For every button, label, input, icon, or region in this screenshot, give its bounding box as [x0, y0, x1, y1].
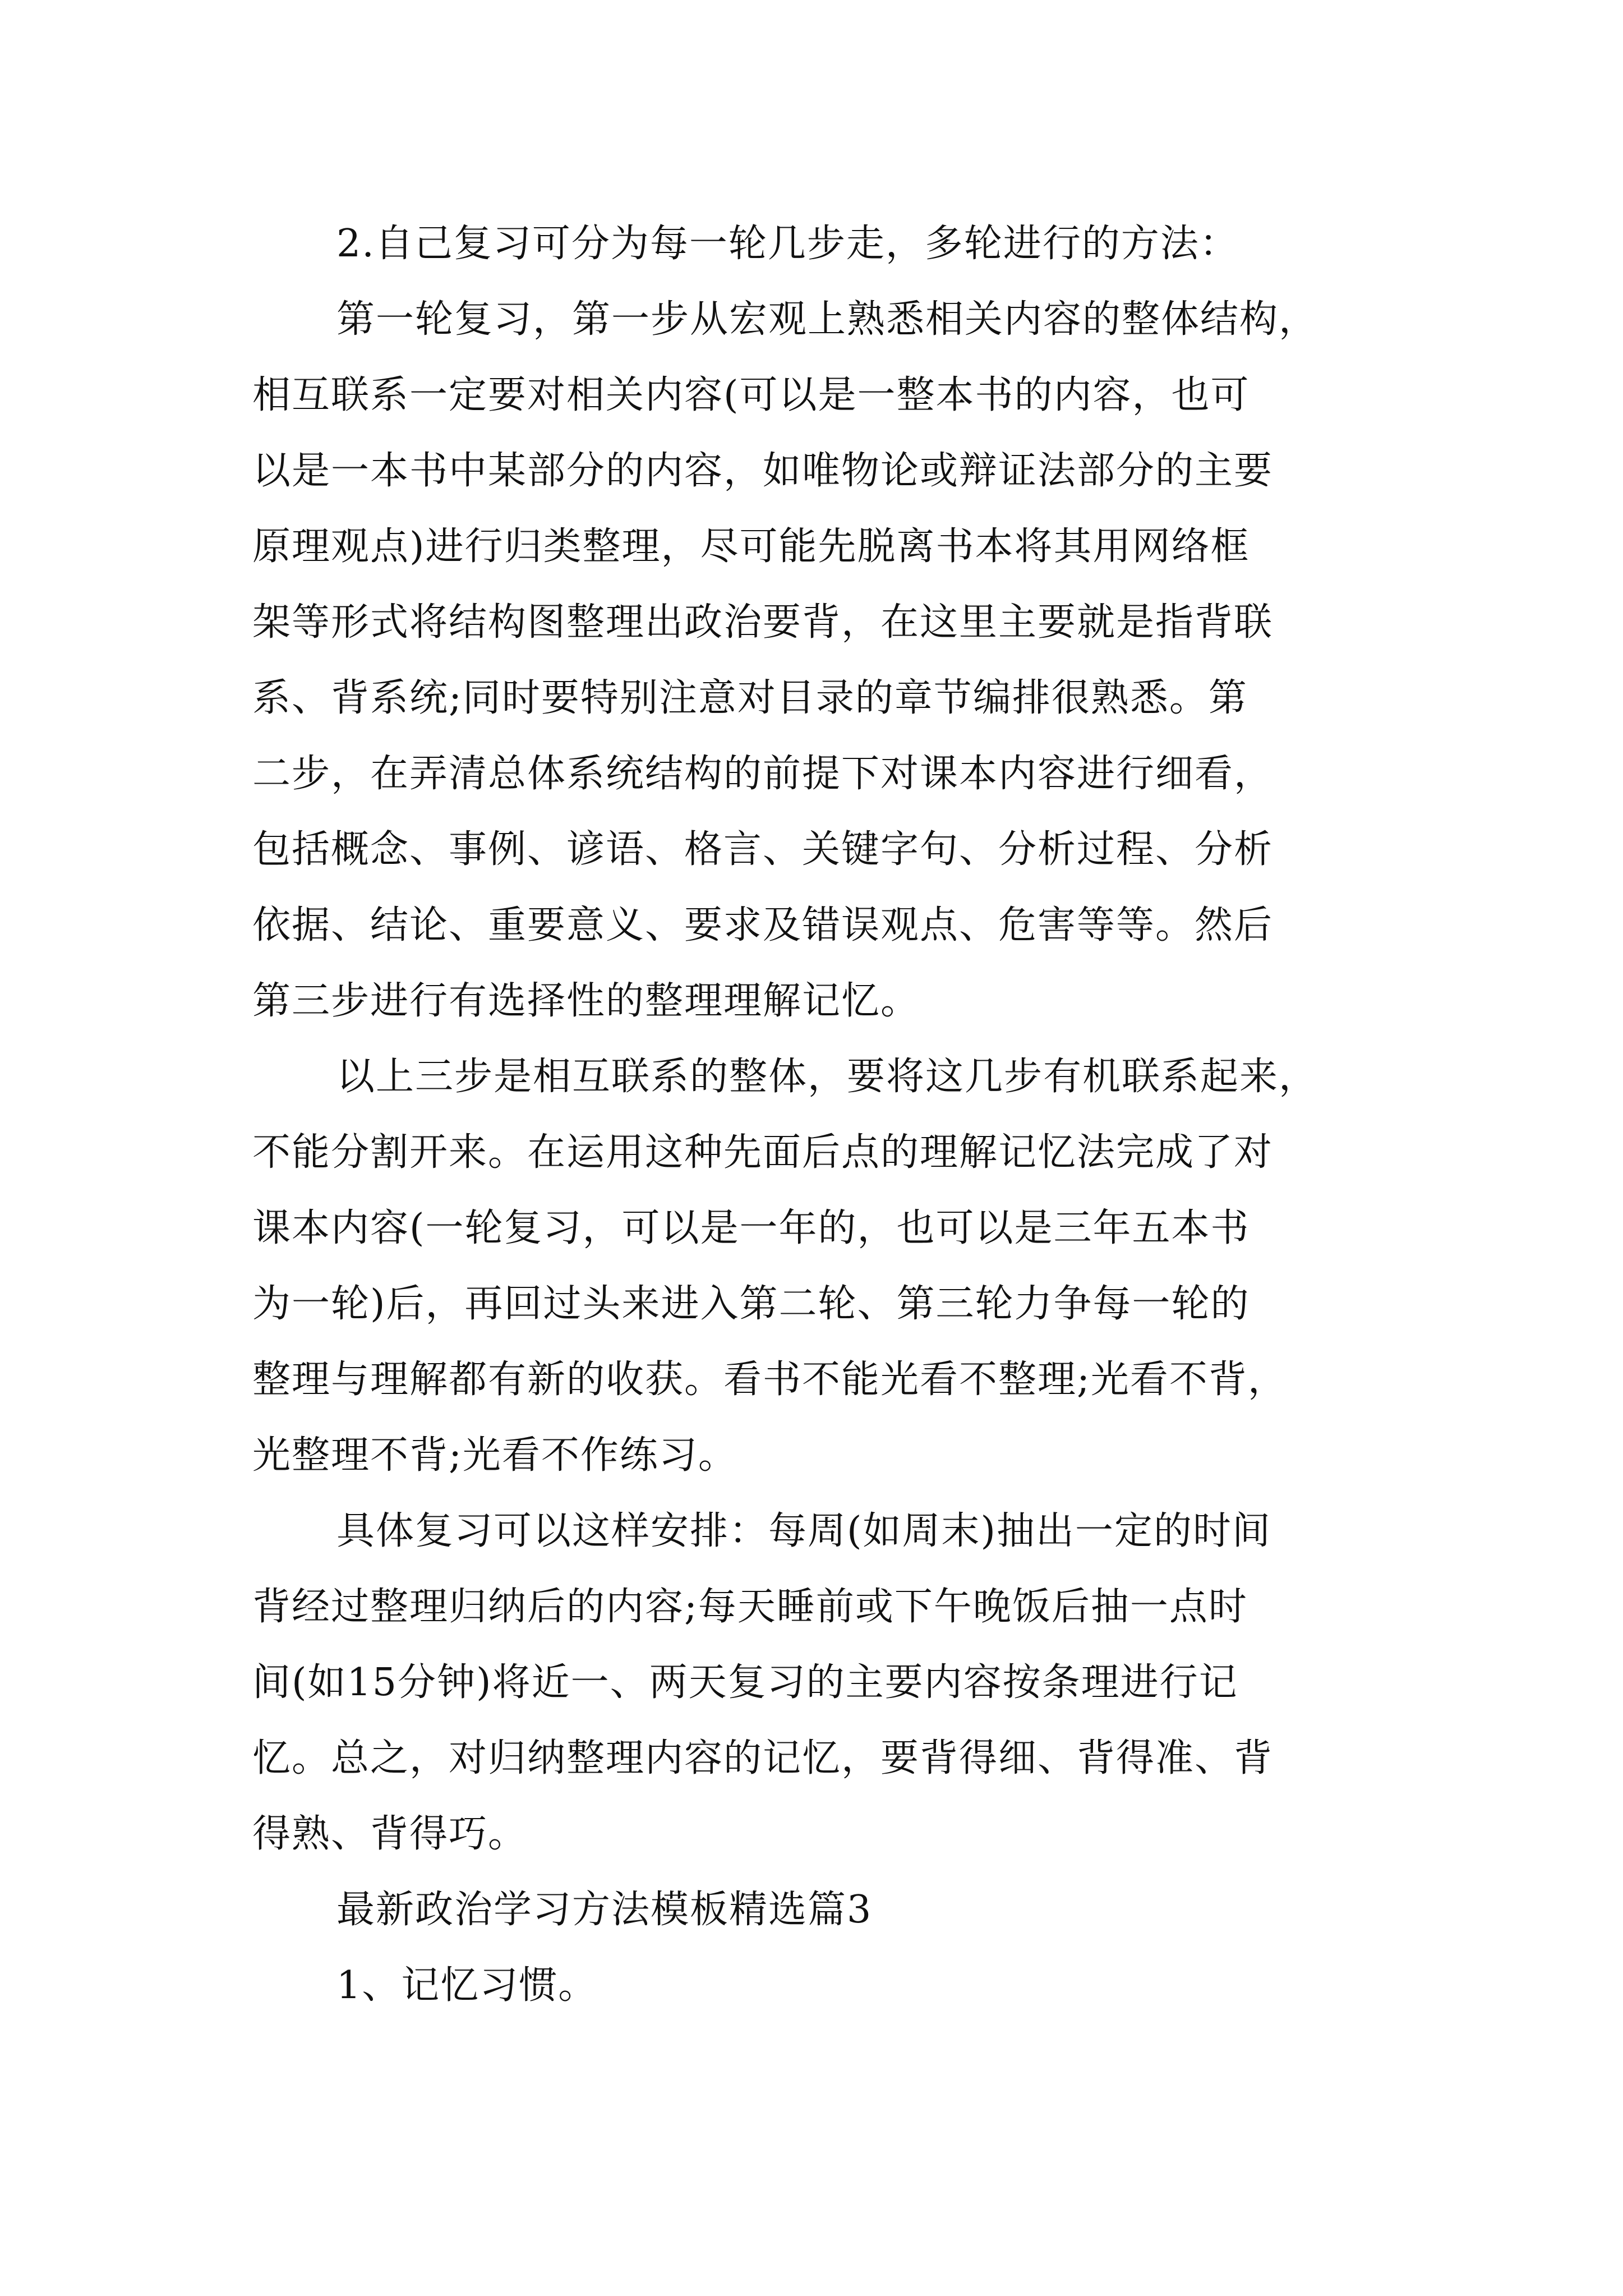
section-item-heading: 2.自己复习可分为每一轮几步走，多轮进行的方法：: [336, 222, 1239, 266]
paragraph-line: 系、背系统;同时要特别注意对目录的章节编排很熟悉。第: [252, 676, 1248, 720]
paragraph-line: 第一轮复习，第一步从宏观上熟悉相关内容的整体结构，: [336, 297, 1318, 342]
paragraph-line: 架等形式将结构图整理出政治要背，在这里主要就是指背联: [252, 600, 1274, 645]
paragraph-line: 包括概念、事例、谚语、格言、关键字句、分析过程、分析: [252, 827, 1274, 872]
list-item: 1、记忆习惯。: [336, 1963, 598, 2008]
paragraph-line: 光整理不背;光看不作练习。: [252, 1433, 737, 1478]
paragraph-line: 不能分割开来。在运用这种先面后点的理解记忆法完成了对: [252, 1130, 1274, 1175]
paragraph-line: 以上三步是相互联系的整体，要将这几步有机联系起来，: [336, 1055, 1318, 1099]
section-title: 最新政治学习方法模板精选篇3: [336, 1888, 873, 1932]
paragraph-line: 依据、结论、重要意义、要求及错误观点、危害等等。然后: [252, 903, 1274, 947]
paragraph-line: 为一轮)后，再回过头来进入第二轮、第三轮力争每一轮的: [252, 1282, 1250, 1326]
paragraph-line: 得熟、背得巧。: [252, 1812, 528, 1856]
paragraph-line: 课本内容(一轮复习，可以是一年的，也可以是三年五本书: [252, 1206, 1250, 1250]
paragraph-line: 整理与理解都有新的收获。看书不能光看不整理;光看不背，: [252, 1358, 1287, 1402]
paragraph-line: 相互联系一定要对相关内容(可以是一整本书的内容，也可: [252, 373, 1250, 417]
paragraph-line: 间(如15分钟)将近一、两天复习的主要内容按条理进行记: [252, 1660, 1238, 1705]
paragraph-line: 第三步进行有选择性的整理理解记忆。: [252, 979, 920, 1023]
paragraph-line: 忆。总之，对归纳整理内容的记忆，要背得细、背得准、背: [252, 1736, 1274, 1780]
paragraph-line: 原理观点)进行归类整理，尽可能先脱离书本将其用网络框: [252, 524, 1250, 569]
paragraph-line: 二步，在弄清总体系统结构的前提下对课本内容进行细看，: [252, 752, 1274, 796]
paragraph-line: 以是一本书中某部分的内容，如唯物论或辩证法部分的主要: [252, 449, 1274, 493]
paragraph-line: 具体复习可以这样安排：每周(如周末)抽出一定的时间: [336, 1509, 1272, 1553]
paragraph-line: 背经过整理归纳后的内容;每天睡前或下午晚饭后抽一点时: [252, 1585, 1248, 1629]
